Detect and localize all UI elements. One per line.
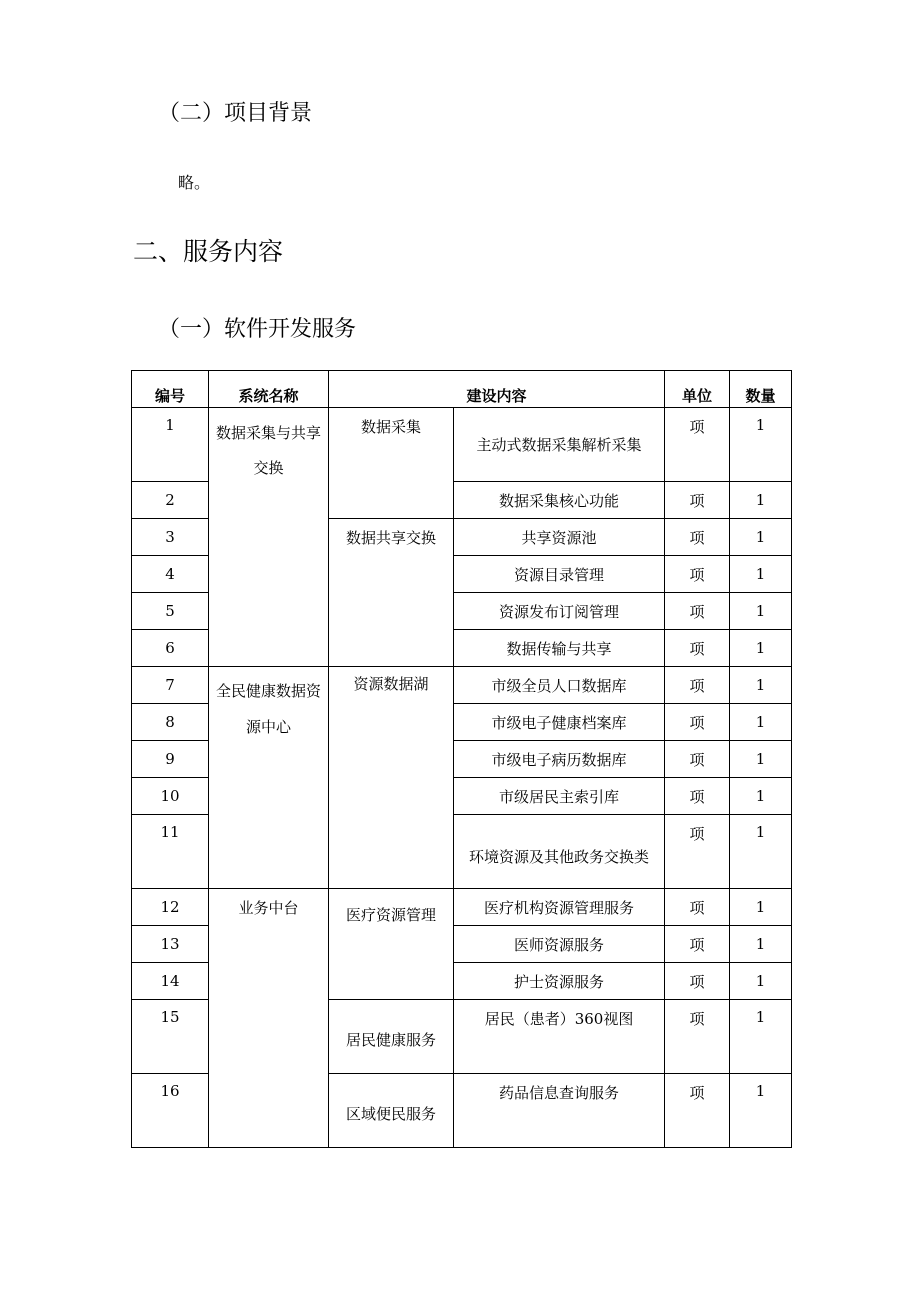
row-qty: 1 — [730, 593, 792, 630]
row-item: 市级全员人口数据库 — [454, 667, 665, 704]
row-qty: 1 — [730, 778, 792, 815]
category-name: 区域便民服务 — [329, 1074, 454, 1148]
row-item: 护士资源服务 — [454, 963, 665, 1000]
section-heading-background: （二）项目背景 — [158, 101, 313, 126]
category-name: 资源数据湖 — [329, 667, 454, 889]
row-qty: 1 — [730, 704, 792, 741]
row-no: 16 — [132, 1074, 209, 1148]
row-item: 环境资源及其他政务交换类 — [454, 815, 665, 889]
header-system: 系统名称 — [209, 371, 329, 408]
row-item: 市级居民主索引库 — [454, 778, 665, 815]
row-no: 7 — [132, 667, 209, 704]
row-unit: 项 — [665, 741, 730, 778]
row-no: 14 — [132, 963, 209, 1000]
row-qty: 1 — [730, 1074, 792, 1148]
row-item: 医疗机构资源管理服务 — [454, 889, 665, 926]
header-qty: 数量 — [730, 371, 792, 408]
row-no: 10 — [132, 778, 209, 815]
row-qty: 1 — [730, 741, 792, 778]
row-unit: 项 — [665, 963, 730, 1000]
row-item: 资源目录管理 — [454, 556, 665, 593]
row-unit: 项 — [665, 926, 730, 963]
row-no: 4 — [132, 556, 209, 593]
row-no: 3 — [132, 519, 209, 556]
row-qty: 1 — [730, 963, 792, 1000]
row-unit: 项 — [665, 630, 730, 667]
row-no: 2 — [132, 482, 209, 519]
row-unit: 项 — [665, 408, 730, 482]
row-qty: 1 — [730, 926, 792, 963]
row-unit: 项 — [665, 778, 730, 815]
row-qty: 1 — [730, 519, 792, 556]
header-no: 编号 — [132, 371, 209, 408]
row-item: 主动式数据采集解析采集 — [454, 408, 665, 482]
header-unit: 单位 — [665, 371, 730, 408]
header-content: 建设内容 — [329, 371, 665, 408]
row-item: 药品信息查询服务 — [454, 1074, 665, 1148]
row-no: 11 — [132, 815, 209, 889]
row-item: 资源发布订阅管理 — [454, 593, 665, 630]
row-item: 市级电子健康档案库 — [454, 704, 665, 741]
category-name: 居民健康服务 — [329, 1000, 454, 1074]
row-item: 数据采集核心功能 — [454, 482, 665, 519]
system-name: 全民健康数据资源中心 — [209, 667, 329, 889]
row-no: 12 — [132, 889, 209, 926]
row-unit: 项 — [665, 704, 730, 741]
row-item: 市级电子病历数据库 — [454, 741, 665, 778]
table-row — [132, 889, 792, 926]
row-no: 1 — [132, 408, 209, 482]
row-qty: 1 — [730, 482, 792, 519]
table-row — [132, 408, 792, 482]
row-unit: 项 — [665, 1074, 730, 1148]
row-no: 6 — [132, 630, 209, 667]
category-name: 数据采集 — [329, 408, 454, 519]
background-text: 略。 — [178, 173, 211, 192]
row-no: 15 — [132, 1000, 209, 1074]
row-unit: 项 — [665, 593, 730, 630]
category-name: 医疗资源管理 — [329, 889, 454, 1000]
table-header-row — [132, 371, 792, 408]
row-unit: 项 — [665, 1000, 730, 1074]
row-qty: 1 — [730, 667, 792, 704]
system-name: 业务中台 — [209, 889, 329, 1148]
row-unit: 项 — [665, 556, 730, 593]
section-heading-services: 二、服务内容 — [133, 237, 284, 266]
row-item: 居民（患者）360视图 — [454, 1000, 665, 1074]
service-table — [131, 370, 792, 1148]
row-item: 医师资源服务 — [454, 926, 665, 963]
row-item: 数据传输与共享 — [454, 630, 665, 667]
row-qty: 1 — [730, 815, 792, 889]
row-qty: 1 — [730, 630, 792, 667]
row-no: 9 — [132, 741, 209, 778]
row-qty: 1 — [730, 1000, 792, 1074]
row-unit: 项 — [665, 667, 730, 704]
system-name: 数据采集与共享交换 — [209, 408, 329, 667]
row-qty: 1 — [730, 408, 792, 482]
row-no: 8 — [132, 704, 209, 741]
row-item: 共享资源池 — [454, 519, 665, 556]
row-unit: 项 — [665, 519, 730, 556]
row-unit: 项 — [665, 815, 730, 889]
row-unit: 项 — [665, 889, 730, 926]
row-unit: 项 — [665, 482, 730, 519]
row-no: 13 — [132, 926, 209, 963]
category-name: 数据共享交换 — [329, 519, 454, 667]
section-heading-software: （一）软件开发服务 — [158, 317, 357, 342]
row-no: 5 — [132, 593, 209, 630]
row-qty: 1 — [730, 889, 792, 926]
table-row — [132, 667, 792, 704]
row-qty: 1 — [730, 556, 792, 593]
